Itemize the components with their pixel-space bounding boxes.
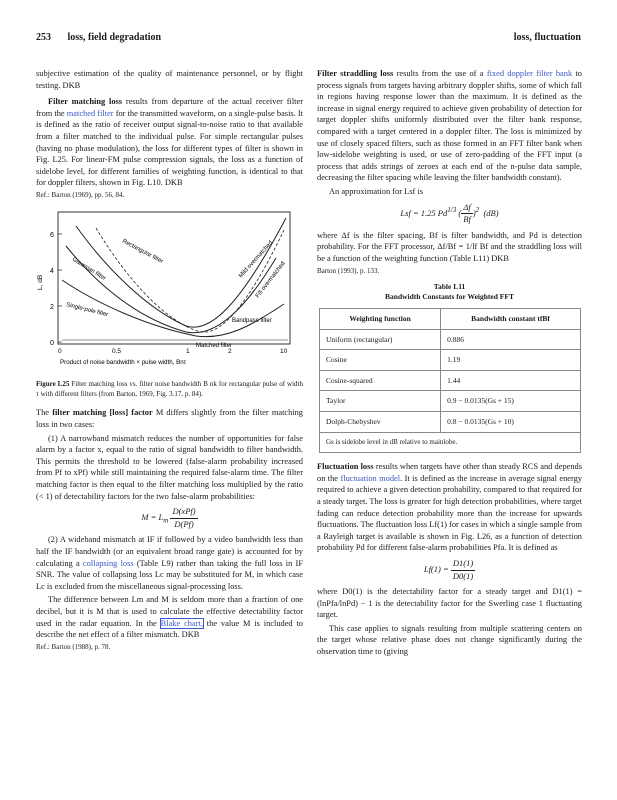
fsl-body2: to process signals from targets having arbitrary doppler shifts, some of which fall in regions having response lower than the maximum. It is defined as the increase in signal energy required to achieve given probability of detection for target doppler shifts uniformly distributed over the filter bank response, compared with a target centered in a doppler filter. The loss is minimized by use of closely spaced filters, such as those formed in an FFT filter bank when low-sidelobe weighting is used, or use of zero-padding of the FFT input (a process that adds strings of zeroes at each end of the n-pulse data sample, decreasing the filter spacing while leaving the filter bandwidth constant). bbox=[317, 69, 582, 183]
y-tick-label-6: 6 bbox=[50, 232, 54, 240]
x-tick-label-05: 0.5 bbox=[112, 348, 122, 356]
label-rectangular-filter: Rectangular filter bbox=[121, 238, 164, 266]
label-mild-overmatched: Mild overmatched bbox=[238, 240, 275, 280]
intro-paragraph: subjective estimation of the quality of maintenance personnel, or by flight testing. DKB bbox=[36, 69, 303, 90]
caption-label: Figure L25 bbox=[36, 380, 70, 389]
fmf-case2 bbox=[36, 534, 303, 592]
equation-lsf: Lsf = 1.25 $Pd^{1/3}$ ( $\frac{\Delta f}{Bf}$ )$^2$ (dB) bbox=[400, 201, 499, 225]
fmf-diff-a: The difference between Lm and M is seldom more than a fraction of one decibel, but it is M that is used to calculate the effective detectability factor used in the radar equation. In the bbox=[36, 595, 303, 628]
fl-term: Fluctuation loss bbox=[317, 462, 374, 472]
y-axis-label: L, dB bbox=[37, 275, 44, 291]
fluctuation-loss-paragraph bbox=[317, 461, 582, 554]
figure-l25-caption bbox=[36, 380, 303, 399]
table-l11-caption bbox=[317, 282, 582, 302]
table-cell: Dolph-Chebyshev bbox=[320, 411, 441, 432]
x-tick-label-10: 10 bbox=[280, 348, 288, 356]
label-single-pole-filter: Single-pole filter bbox=[65, 302, 109, 319]
table-cell: Cosine-squared bbox=[320, 370, 441, 391]
x-axis-label: Product of noise bandwidth × pulse width, Bnτ bbox=[60, 359, 187, 367]
eq2-lhs: Lsf = 1.25 Pd bbox=[400, 207, 448, 218]
fmf-post: M differs slightly from the filter matching loss in two cases: bbox=[36, 408, 303, 430]
fmf-term: filter matching [loss] factor bbox=[52, 408, 153, 418]
table-cell: 1.19 bbox=[441, 350, 581, 371]
fmf-case2-b: (Table L9) rather than taking the full loss in IF SNR. The value of collapsing loss Lc may be substituted for M, in which case Lc is excluded from the miscellaneous signal-processing loss. bbox=[36, 558, 303, 591]
label-gaussian-filter: Gaussian filter bbox=[70, 257, 107, 283]
fml-term: Filter matching loss bbox=[48, 97, 123, 107]
fml-body2: for the transmitted waveform, on a single-pulse basis. It is defined as the ratio of receiver output signal-to-noise ratio to that available from a filter matched to the individual pulse. For simple rectangular pulses (having no phase modulation), the loss for different types of filter is shown in Fig. L25. For linear-FM pulse compression signals, the loss as a function of sidelobe level, for different families of weighting function, is identical to that for doppler filters, shown in Fig. L10. DKB bbox=[36, 108, 303, 188]
fsl-term: Filter straddling loss bbox=[317, 69, 394, 78]
plot-frame bbox=[58, 212, 290, 344]
table-header-row bbox=[320, 309, 581, 330]
fml-body1: results from departure of the actual receiver filter from the bbox=[36, 97, 304, 118]
x-tick-label-2: 2 bbox=[228, 348, 232, 356]
x-tick-label-0: 0 bbox=[58, 348, 62, 356]
where-paragraph-2: where D0(1) is the detectability factor for a steady target and D1(1) = (lnPfa/lnPd) − 1 is the detectability factor for the Swerling case 1 fluctuating target. bbox=[317, 587, 582, 620]
eq3-den: D0(1) bbox=[452, 570, 474, 581]
ref-barton-1969: Ref.: Barton (1969), pp. 56, 84. bbox=[36, 190, 125, 199]
table-subtitle: Bandwidth Constants for Weighted FFT bbox=[385, 292, 514, 301]
blake-chart-link[interactable]: Blake chart, bbox=[160, 618, 203, 628]
eq2-den: Bf bbox=[463, 214, 471, 225]
table-row bbox=[320, 350, 581, 371]
rectangular-filter-curve bbox=[76, 218, 286, 327]
eq1-sub: m bbox=[163, 516, 169, 525]
fl-body2: . It is defined as the increase in average signal energy required to achieve a given detection probability, compared to that required for a steady target. The loss is greater for high detection probabilities, where target fading can reduce detection probability more than the increase for upwards fluctuations. The fluctuation loss Lf(1) for cases in which a single sample from a Rayleigh target is available is shown in Fig. L26, as a function of detection probability Pd for different false-alarm probabilities Pfa. It is defined as bbox=[317, 473, 583, 553]
header-left bbox=[36, 32, 161, 43]
eq3-lhs: Lf(1) = bbox=[423, 563, 449, 574]
table-l11 bbox=[319, 308, 581, 453]
fmf-diff-b: the value M is included to describe the net effect of a filter mismatch. DKB bbox=[36, 618, 303, 640]
fsl-body1: results from the use of a bbox=[393, 69, 487, 78]
table-header-cell: Weighting function bbox=[320, 309, 441, 330]
table-cell: 0.8 − 0.0135(Gs + 10) bbox=[441, 411, 581, 432]
eq2-pow: 2 bbox=[475, 205, 480, 214]
label-bandpass-filter: Bandpass filter bbox=[232, 318, 272, 325]
header-right-title: loss, fluctuation bbox=[513, 32, 581, 43]
approx-intro: An approximation for Lsf is bbox=[329, 186, 423, 196]
table-cell: Cosine bbox=[320, 350, 441, 371]
y-tick-label-4: 4 bbox=[50, 268, 54, 276]
eq1-den: D(Pf) bbox=[174, 518, 194, 529]
filter-straddling-paragraph bbox=[317, 68, 582, 184]
where-paragraph-1: where Δf is the filter spacing, Bf is filter bandwidth, and Pd is detection probability. For the FFT processor, Δf/Bf = 1/lf Bf and the straddling loss will be a function of the weighting function (Table L11) DKB bbox=[317, 230, 582, 263]
eq2-unit: (dB) bbox=[483, 207, 499, 218]
table-cell: Uniform (rectangular) bbox=[320, 329, 441, 350]
eq1-lhs: M = L bbox=[141, 512, 164, 523]
matched-filter-link[interactable]: matched filter bbox=[66, 108, 114, 118]
fluctuation-model-link[interactable]: fluctuation model bbox=[340, 473, 401, 483]
eq3-fraction bbox=[451, 558, 475, 582]
table-cell: 0.9 − 0.0135(Gs + 15) bbox=[441, 391, 581, 412]
left-column bbox=[36, 68, 303, 658]
ref-barton-1988: Ref.: Barton (1988), p. 78. bbox=[36, 642, 111, 651]
eq2-fraction bbox=[461, 202, 473, 226]
table-cell: 0.886 bbox=[441, 329, 581, 350]
equation-m bbox=[36, 506, 303, 530]
last-paragraph: This case applies to signals resulting from multiple scattering centers on the target whose relative phase does not change significantly during the observation time to (giving bbox=[317, 623, 582, 657]
label-fill-overmatched: Fill overmatched bbox=[254, 261, 287, 300]
fmf-pre: The bbox=[36, 408, 53, 418]
right-column bbox=[317, 68, 582, 660]
page-header bbox=[36, 32, 581, 48]
table-row bbox=[320, 391, 581, 412]
figure-l25-plot bbox=[36, 208, 303, 376]
table-note-row bbox=[320, 432, 581, 453]
caption-text: Filter matching loss vs. filter noise bandwidth B nk for rectangular pulse of width τ with different filters (from Barton, 1969, Fig. 3.17, p. 84). bbox=[36, 380, 304, 398]
table-header-cell: Bandwidth constant tfBf bbox=[441, 309, 581, 330]
table-row bbox=[320, 370, 581, 391]
fmf-paragraph bbox=[36, 407, 303, 430]
eq2-num: Δf bbox=[461, 202, 473, 215]
filter-matching-loss-paragraph bbox=[36, 96, 303, 189]
eq1-num: D(xPf) bbox=[170, 506, 197, 519]
fixed-doppler-filter-bank-link[interactable]: fixed doppler filter bank bbox=[486, 69, 573, 78]
fmf-case2-a: (2) A wideband mismatch at IF if followed by a video bandwidth less than half the IF bandwidth (or an equivalent broad range gate) is accounted for by calculating a bbox=[36, 535, 303, 568]
label-matched-filter: Matched filter bbox=[196, 343, 233, 350]
y-tick-label-0: 0 bbox=[50, 340, 54, 348]
table-note: Gs is sidelobe level in dB relative to mainlobe. bbox=[320, 432, 581, 453]
y-tick-label-2: 2 bbox=[50, 304, 54, 312]
table-cell: 1.44 bbox=[441, 370, 581, 391]
fl-body1: results when targets have other than steady RCS and depends on the bbox=[317, 462, 582, 483]
header-left-title: loss, field degradation bbox=[67, 32, 162, 43]
eq2-exp: 1/3 bbox=[447, 205, 457, 214]
table-row bbox=[320, 329, 581, 350]
x-tick-label-1: 1 bbox=[186, 348, 190, 356]
eq3-num: D1(1) bbox=[451, 558, 475, 571]
page-number: 253 bbox=[36, 32, 51, 43]
equation-lf bbox=[317, 558, 582, 582]
fmf-difference bbox=[36, 594, 303, 640]
ref-barton-1993: Barton (1993), p. 133. bbox=[317, 266, 380, 275]
table-title: Table L11 bbox=[433, 282, 466, 291]
table-row bbox=[320, 411, 581, 432]
fmf-case1: (1) A narrowband mismatch reduces the number of opportunities for false alarm by a factor x, equal to the ratio of signal bandwidth to filter bandwidth. This permits the threshold to be lowered (false-alarm probability increased from Pf to xPf) while still maintaining the required false-alarm time. The filter matching factor is then equal to the filter matching loss multiplied by the ratio (< 1) of detectability factors for the two false-alarm probabilities: bbox=[36, 433, 303, 501]
eq1-fraction bbox=[170, 506, 197, 530]
figure-l25 bbox=[36, 208, 303, 376]
collapsing-loss-link[interactable]: collapsing loss bbox=[82, 558, 134, 568]
table-cell: Taylor bbox=[320, 391, 441, 412]
